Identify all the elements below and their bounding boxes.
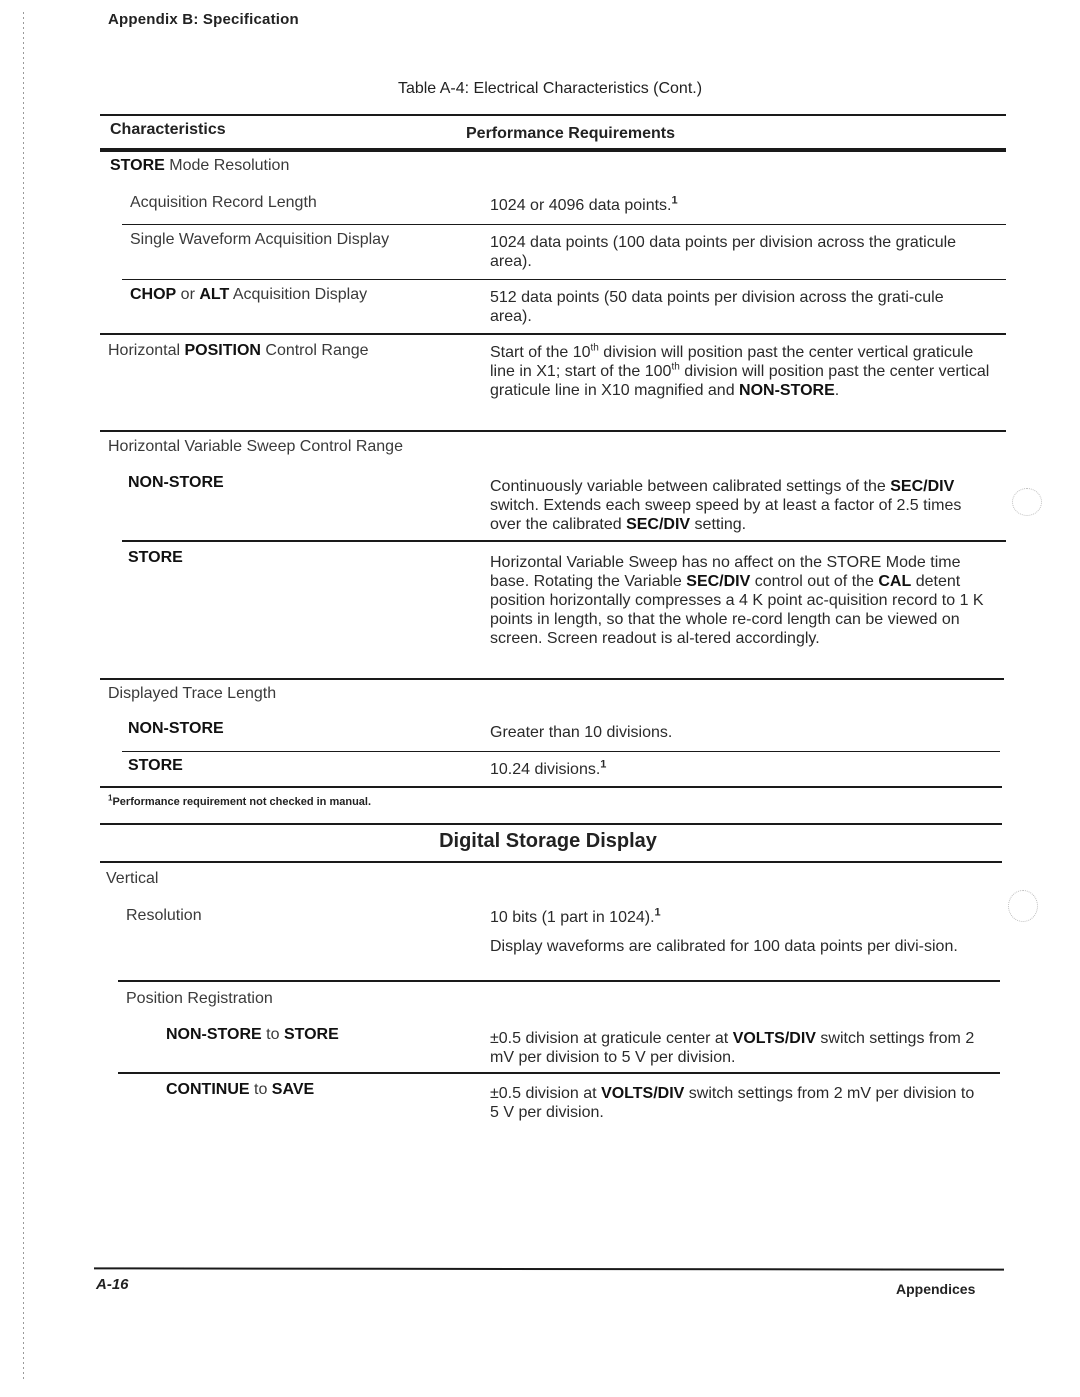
footnote-rule xyxy=(100,823,1002,825)
footer-section-name: Appendices xyxy=(896,1281,976,1297)
row-divider xyxy=(122,540,1006,542)
page-number: A-16 xyxy=(96,1276,129,1293)
column-header-requirements: Performance Requirements xyxy=(466,125,675,142)
group-divider xyxy=(100,678,1004,680)
binding-margin-line xyxy=(23,12,24,1382)
table-footnote: $^1$Performance requirement not checked in manual. xyxy=(108,793,372,808)
punch-hole-mark xyxy=(1008,890,1038,922)
group-position-registration: Position Registration xyxy=(126,990,273,1007)
footer-rule xyxy=(94,1267,1004,1270)
footnote-ref: 1 xyxy=(671,194,678,207)
group-divider xyxy=(100,333,1006,335)
row-req-single-waveform: 1024 data points (100 data points per division across the graticule area). xyxy=(490,234,957,270)
row-divider xyxy=(118,1072,1000,1074)
row-divider xyxy=(122,224,1006,225)
row-divider xyxy=(122,751,1000,752)
row-req-horizontal-position: Start of the 10th division will position past the center vertical graticule line in X1; start of the 100th division will position past the center vertical graticule line in X10 magnified and NON-STORE. xyxy=(490,342,990,399)
row-label-trace-store: STORE xyxy=(128,757,183,774)
group-variable-sweep: Horizontal Variable Sweep Control Range xyxy=(108,438,403,455)
footnote-ref: 1 xyxy=(654,906,661,919)
table-title: Table A-4: Electrical Characteristics (Cont.) xyxy=(397,80,703,97)
row-req-acquisition-record-length: 1024 or 4096 data points.$^1$ xyxy=(490,194,678,214)
row-label-trace-non-store: NON-STORE xyxy=(128,720,224,737)
table-bottom-rule xyxy=(100,786,1002,788)
row-divider xyxy=(122,279,1006,280)
row-req-non-store-to-store: ±0.5 division at graticule center at VOLTS/DIV switch settings from 2 mV per division to 5 V per division. xyxy=(490,1030,975,1066)
row-divider xyxy=(118,980,1000,982)
footnote-ref: 1 xyxy=(600,758,607,771)
header-bottom-rule xyxy=(100,148,1006,152)
row-label-continue-to-save: CONTINUE to SAVE xyxy=(166,1081,315,1098)
group-divider xyxy=(100,430,1006,432)
section-rule xyxy=(100,861,1002,863)
row-label-sweep-non-store: NON-STORE xyxy=(128,474,224,491)
row-req-sweep-store: Horizontal Variable Sweep has no affect on the STORE Mode time base. Rotating the Variable SEC/DIV control out of the CAL detent position horizontally compresses a 4 K point ac-quisition record to 1 K points in length, so that the whole re-cord length can be viewed on screen. Screen readout is al-tered accordingly. xyxy=(490,554,984,647)
table-top-rule xyxy=(100,114,1006,116)
punch-hole-mark xyxy=(1012,488,1042,516)
row-label-resolution: Resolution xyxy=(126,907,202,924)
section-title-digital-storage: Digital Storage Display xyxy=(439,830,657,852)
row-label-single-waveform: Single Waveform Acquisition Display xyxy=(130,231,390,248)
group-displayed-trace-length: Displayed Trace Length xyxy=(108,685,277,702)
row-label-horizontal-position: Horizontal POSITION Control Range xyxy=(108,342,369,359)
group-store-mode-resolution: STORE Mode Resolution xyxy=(110,157,290,174)
row-label-non-store-to-store: NON-STORE to STORE xyxy=(166,1026,339,1043)
running-head: Appendix B: Specification xyxy=(108,11,299,28)
row-req-resolution-calibration: Display waveforms are calibrated for 100 data points per divi-sion. xyxy=(490,938,958,955)
row-label-chop-alt: CHOP or ALT Acquisition Display xyxy=(130,286,368,303)
row-req-continue-to-save: ±0.5 division at VOLTS/DIV switch settings from 2 mV per division to 5 V per division. xyxy=(490,1085,975,1121)
row-req-trace-non-store: Greater than 10 divisions. xyxy=(490,724,673,741)
row-label-sweep-store: STORE xyxy=(128,549,183,566)
row-label-acquisition-record-length: Acquisition Record Length xyxy=(130,194,317,211)
row-req-trace-store: 10.24 divisions.$^1$ xyxy=(490,758,607,778)
group-vertical: Vertical xyxy=(106,870,159,887)
row-req-sweep-non-store: Continuously variable between calibrated settings of the SEC/DIV switch. Extends each sweep speed by at least a factor of 2.5 times over the calibrated SEC/DIV setting. xyxy=(490,478,962,533)
row-req-resolution-bits: 10 bits (1 part in 1024).$^1$ xyxy=(490,906,661,926)
row-req-chop-alt: 512 data points (50 data points per division across the grati-cule area). xyxy=(490,289,944,325)
column-header-characteristics: Characteristics xyxy=(110,121,226,138)
